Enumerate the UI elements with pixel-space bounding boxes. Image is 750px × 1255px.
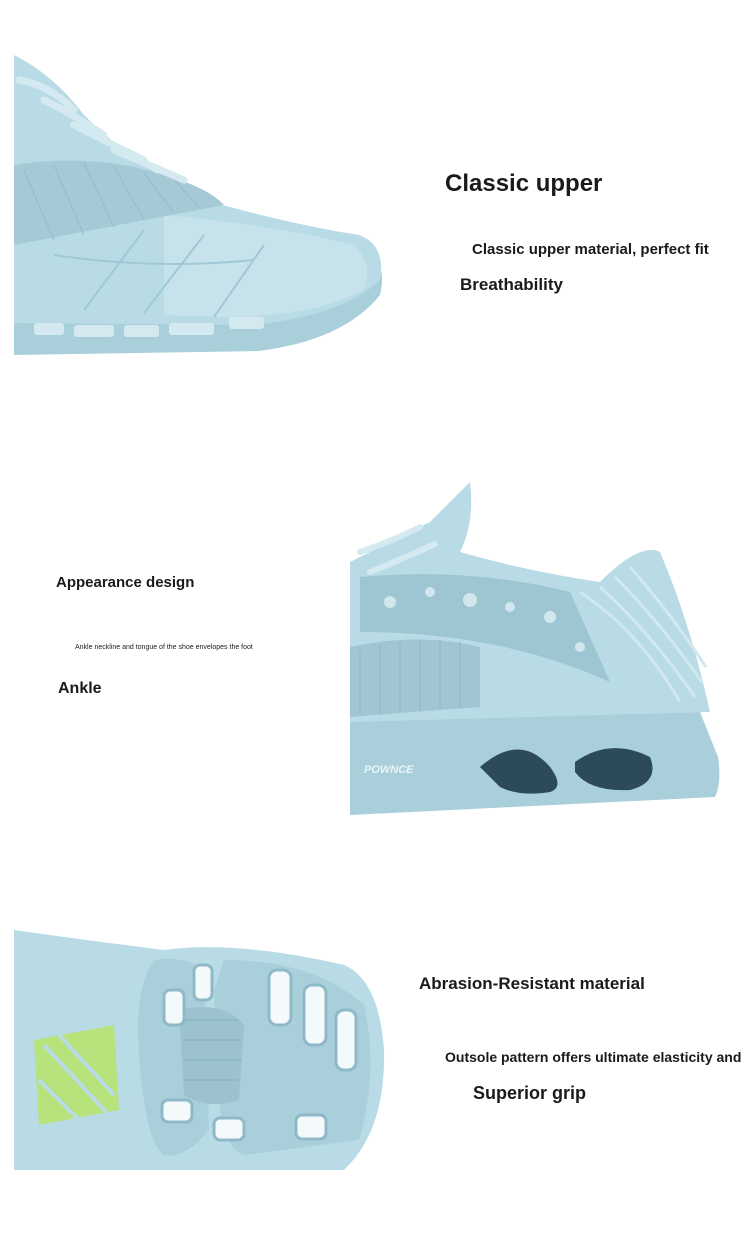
- section-title: Classic upper: [445, 170, 603, 197]
- shoe-heel-side-image: [350, 482, 722, 815]
- section-classic-upper: [0, 0, 750, 420]
- section-title: Abrasion-Resistant material: [419, 974, 645, 993]
- shoe-outsole-image: [14, 930, 386, 1170]
- section-caption: Breathability: [460, 275, 563, 294]
- section-title: Appearance design: [56, 574, 195, 591]
- section-abrasion-resistant: [0, 860, 750, 1255]
- section-subtitle: Ankle neckline and tongue of the shoe envelopes the foot: [75, 644, 253, 651]
- section-subtitle: Classic upper material, perfect fit: [472, 241, 709, 258]
- section-caption: Superior grip: [473, 1083, 587, 1103]
- section-caption: Ankle: [58, 680, 102, 697]
- section-subtitle: Outsole pattern offers ultimate elasticity and: [445, 1049, 742, 1065]
- section-appearance-design: [0, 420, 750, 860]
- midsole-brand-text: POWNCE: [364, 764, 414, 776]
- shoe-toe-side-image: [14, 55, 386, 360]
